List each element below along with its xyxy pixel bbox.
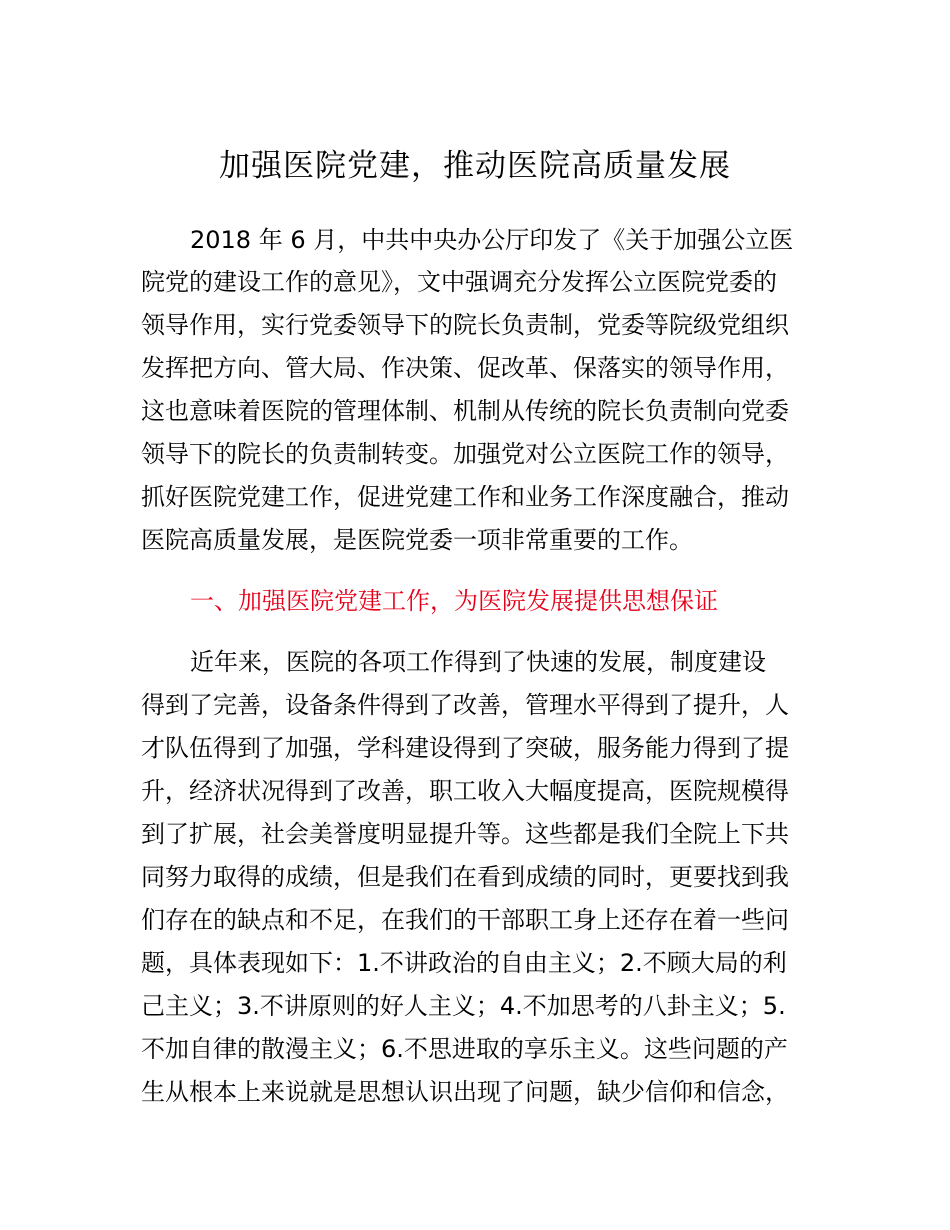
paragraph-2-line: 不加自律的散漫主义；6.不思进取的享乐主义。这些问题的产 (141, 1035, 788, 1063)
paragraph-2-line: 近年来，医院的各项工作得到了快速的发展，制度建设 (190, 648, 766, 676)
paragraph-1-line: 发挥把方向、管大局、作决策、促改革、保落实的领导作用， (141, 354, 789, 382)
document-title: 加强医院党建，推动医院高质量发展 (219, 148, 731, 184)
paragraph-2-line: 们存在的缺点和不足，在我们的干部职工身上还存在着一些问 (141, 906, 789, 934)
paragraph-2-line: 己主义；3.不讲原则的好人主义；4.不加思考的八卦主义；5. (141, 992, 786, 1020)
paragraph-1-line: 院党的建设工作的意见》，文中强调充分发挥公立医院党委的 (141, 268, 777, 296)
paragraph-2-line: 才队伍得到了加强，学科建设得到了突破，服务能力得到了提 (141, 734, 789, 762)
paragraph-1-line: 医院高质量发展，是医院党委一项非常重要的工作。 (141, 526, 693, 554)
paragraph-2-line: 升，经济状况得到了改善，职工收入大幅度提高，医院规模得 (141, 777, 789, 805)
paragraph-1-line: 抓好医院党建工作，促进党建工作和业务工作深度融合，推动 (141, 483, 789, 511)
paragraph-2-line: 到了扩展，社会美誉度明显提升等。这些都是我们全院上下共 (141, 820, 789, 848)
paragraph-1-line: 2018 年 6 月，中共中央办公厅印发了《关于加强公立医 (190, 226, 794, 254)
paragraph-1-line: 领导作用，实行党委领导下的院长负责制，党委等院级党组织 (141, 311, 789, 339)
paragraph-2-line: 题，具体表现如下：1.不讲政治的自由主义；2.不顾大局的利 (141, 949, 787, 977)
section-heading: 一、加强医院党建工作，为医院发展提供思想保证 (190, 587, 718, 615)
paragraph-1-line: 这也意味着医院的管理体制、机制从传统的院长负责制向党委 (141, 397, 789, 425)
paragraph-2-line: 得到了完善，设备条件得到了改善，管理水平得到了提升，人 (141, 691, 789, 719)
paragraph-1-line: 领导下的院长的负责制转变。加强党对公立医院工作的领导， (141, 440, 789, 468)
paragraph-2-line: 同努力取得的成绩，但是我们在看到成绩的同时，更要找到我 (141, 863, 789, 891)
paragraph-2-line: 生从根本上来说就是思想认识出现了问题，缺少信仰和信念， (141, 1078, 789, 1106)
